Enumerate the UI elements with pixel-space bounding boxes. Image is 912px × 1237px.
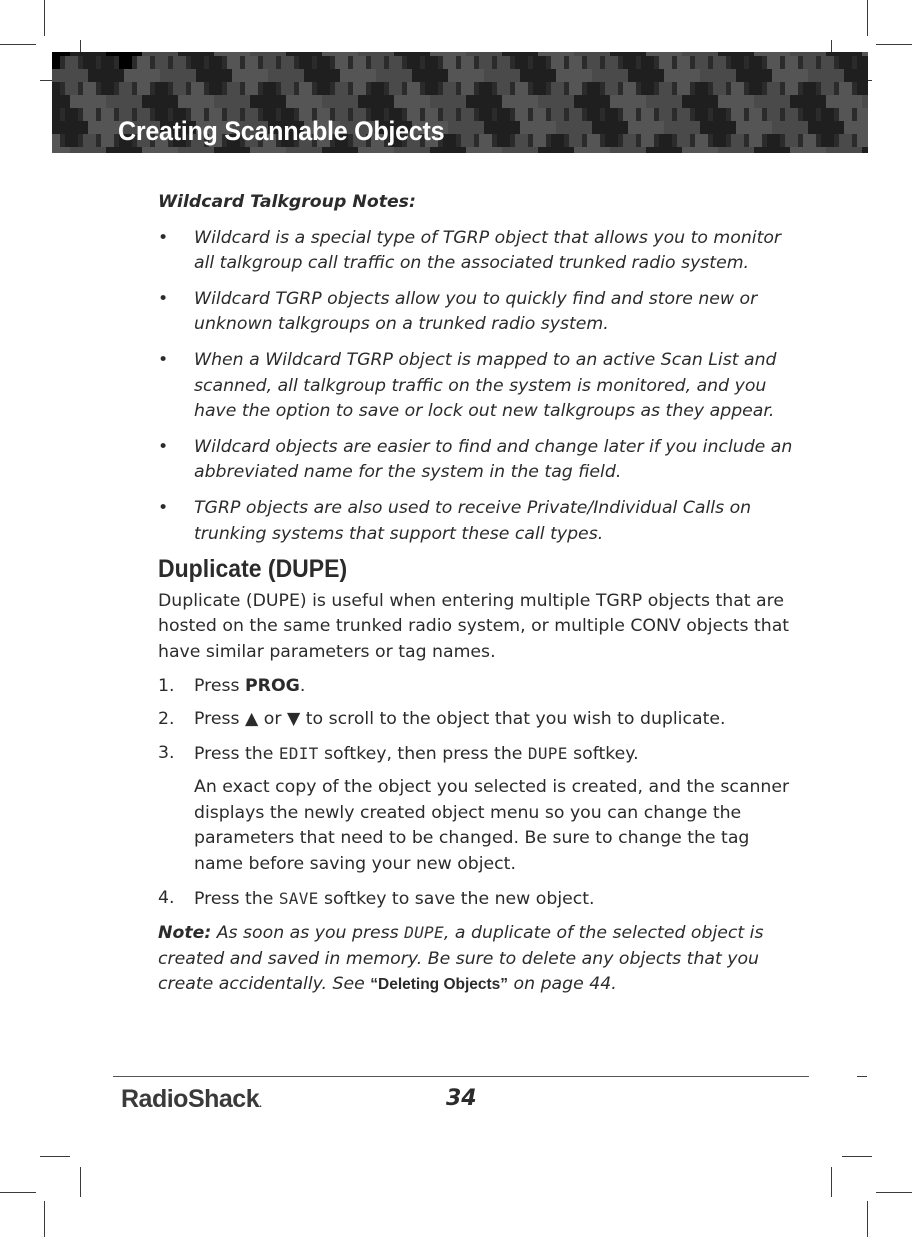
list-item: • Wildcard objects are easier to find and change later if you include an abbreviated name for the system in the tag field. — [158, 436, 793, 483]
crop-mark — [44, 0, 45, 36]
header-banner — [52, 52, 868, 153]
page-title: Creating Scannable Objects — [118, 116, 445, 146]
steps-list — [158, 674, 798, 768]
wildcard-notes-list — [158, 226, 798, 548]
step-3: 3. Press the EDIT softkey, then press the DUPE softkey. — [158, 742, 639, 764]
main-content — [158, 190, 798, 998]
prog-key: PROG — [244, 675, 300, 696]
crop-mark — [867, 0, 868, 36]
step-3-detail: An exact copy of the object you selected is created, and the scanner displays the newly created object menu so you can change the parameters that need to be changed. Be sure to change the tag name before saving your new object. — [194, 777, 790, 875]
section-intro: Duplicate (DUPE) is useful when entering multiple TGRP objects that are hosted on the same trunked radio system, or multiple CONV objects that have similar parameters or tag names. — [158, 590, 790, 662]
crop-mark — [0, 44, 36, 45]
edit-softkey: EDIT — [278, 743, 319, 763]
note-label: Note: — [158, 923, 212, 944]
crop-mark — [876, 44, 912, 45]
crop-mark — [0, 1192, 36, 1193]
radioshack-logo: RadioShack. — [121, 1085, 262, 1113]
step-1: 1. Press PROG. — [158, 675, 306, 696]
bullet: • — [158, 349, 169, 370]
list-item: • When a Wildcard TGRP object is mapped to an active Scan List and scanned, all talkgroup traffic on the system is monitored, and you have the option to save or lock out new talkgroups as they appear. — [158, 349, 777, 422]
crop-mark — [867, 1201, 868, 1237]
list-item: • Wildcard TGRP objects allow you to quickly find and store new or unknown talkgroups on a trunked radio system. — [158, 288, 758, 335]
save-softkey: SAVE — [278, 888, 319, 908]
crop-mark — [831, 1167, 832, 1197]
bullet: • — [158, 227, 169, 248]
bullet: • — [158, 288, 169, 309]
up-arrow-icon: ▲ — [244, 709, 259, 730]
page-number: 34 — [446, 1086, 477, 1111]
list-item: • Wildcard is a special type of TGRP object that allows you to monitor all talkgroup call traffic on the associated trunked radio system. — [158, 227, 782, 274]
dupe-softkey: DUPE — [404, 923, 444, 943]
wildcard-notes-heading: Wildcard Talkgroup Notes: — [158, 192, 416, 212]
crop-mark — [40, 1156, 70, 1157]
crop-mark — [44, 1201, 45, 1237]
bullet: • — [158, 436, 169, 457]
crop-mark — [842, 1156, 872, 1157]
crop-mark — [876, 1192, 912, 1193]
section-title-duplicate: Duplicate (DUPE) — [158, 555, 348, 584]
bullet: • — [158, 497, 169, 518]
crop-mark — [80, 1167, 81, 1197]
down-arrow-icon: ▼ — [286, 709, 301, 730]
footer-divider — [113, 1076, 809, 1077]
list-item: • TGRP objects are also used to receive Private/Individual Calls on trunking systems that support these call types. — [158, 497, 752, 544]
step-4: 4. Press the SAVE softkey to save the new object. — [158, 887, 595, 909]
cross-reference-link[interactable]: “Deleting Objects” — [370, 976, 509, 994]
note-paragraph: Note: As soon as you press DUPE, a duplicate of the selected object is created and saved in memory. Be sure to delete any objects that you create accidentally. See “Deleting Objects” on page 44. — [158, 923, 764, 995]
crop-mark — [857, 1076, 867, 1077]
dupe-softkey: DUPE — [527, 743, 568, 763]
step-2: 2. Press ▲ or ▼ to scroll to the object that you wish to duplicate. — [158, 709, 726, 730]
steps-list-continued — [158, 886, 798, 913]
